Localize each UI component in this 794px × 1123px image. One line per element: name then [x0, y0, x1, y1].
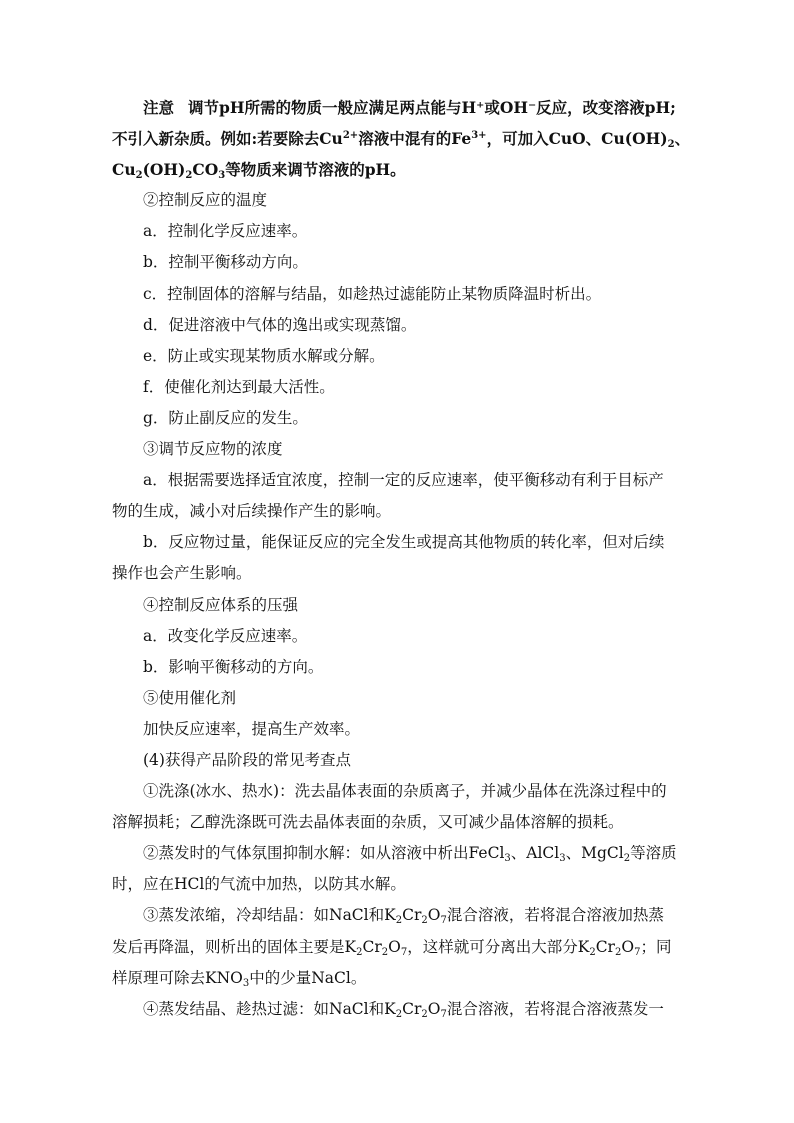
note-line-2 [112, 123, 691, 154]
subscript: 2 [589, 946, 596, 958]
temp-item-g: g．防止副反应的发生。 [143, 408, 308, 427]
temp-item-c: c．控制固体的溶解与结晶，如趁热过滤能防止某物质降温时析出。 [143, 284, 602, 303]
subscript: 2 [185, 170, 193, 182]
text-run: 混合溶液，若将混合溶液蒸发一 [446, 999, 664, 1018]
subscript: 2 [381, 946, 389, 958]
text-run: ③蒸发浓缩，冷却结晶：如NaCl和K [143, 906, 396, 925]
text-run: 、MgCl [565, 844, 624, 863]
text-run: O [388, 937, 401, 956]
press-item-b: b．影响平衡移动的方向。 [143, 657, 324, 676]
text-run: Cr [402, 999, 422, 1018]
text-run: O [621, 937, 635, 956]
press-item-a: a．改变化学反应速率。 [143, 626, 308, 645]
conc-item-b-line-1: b．反应物过量，能保证反应的完全发生或提高其他物质的转化率，但对后续 [143, 533, 665, 552]
superscript: 2+ [342, 130, 359, 142]
text-run: CO [192, 160, 219, 180]
text-run: 、 [674, 129, 691, 149]
note-text: 调节pH所需的物质一般应满足两点能与H⁺或OH⁻反应，改变溶液pH; [188, 98, 676, 117]
subscript: 2 [623, 853, 631, 865]
text-run: 样原理可除去KNO [112, 968, 243, 987]
text-run: 混合溶液，若将混合溶液加热蒸 [446, 906, 664, 925]
subscript: 7 [634, 946, 641, 958]
wash-line-1: ①洗涤(冰水、热水)：洗去晶体表面的杂质离子，并减少晶体在洗涤过程中的 [143, 782, 667, 801]
text-run: (OH) [142, 160, 186, 180]
subscript: 3 [559, 853, 566, 865]
temp-item-f: f．使催化剂达到最大活性。 [143, 377, 335, 396]
text-run: 中的少量NaCl。 [249, 968, 367, 987]
cool-cryst-line-2 [112, 932, 682, 963]
cool-cryst-line-1 [112, 900, 682, 931]
note-label: 注意 [143, 98, 175, 117]
conc-item-b-line-2: 操作也会产生影响。 [112, 564, 252, 583]
text-run: ④蒸发结晶、趁热过滤：如NaCl和K [143, 999, 396, 1018]
press-heading: ④控制反应体系的压强 [143, 595, 299, 614]
text-run: 不引入新杂质。例如:若要除去Cu [112, 129, 343, 149]
text-run: ，可加入CuO、Cu(OH) [486, 129, 668, 149]
text-run: ，这样就可分离出大部分K [407, 937, 590, 956]
subscript: 2 [135, 170, 143, 182]
evap-line-1 [112, 838, 682, 869]
cat-heading: ⑤使用催化剂 [143, 688, 237, 707]
subscript: 2 [395, 1008, 403, 1020]
text-run: 溶液中混有的Fe [358, 129, 472, 149]
text-run: ；同 [640, 937, 672, 956]
text-run: 等溶质 [630, 844, 677, 863]
text-run: Cr [595, 937, 615, 956]
temp-item-b: b．控制平衡移动方向。 [143, 253, 308, 272]
hot-filter-line-1 [112, 994, 682, 1025]
subscript: 7 [440, 915, 447, 927]
conc-item-a-line-2: 物的生成，减小对后续操作产生的影响。 [112, 502, 392, 521]
text-run: 、AlCl [510, 844, 560, 863]
text-run: 等物质来调节溶液的pH。 [225, 160, 406, 180]
subscript: 7 [440, 1008, 447, 1020]
superscript: 3+ [471, 130, 487, 142]
evap-line-2: 时，应在HCl的气流中加热，以防其水解。 [112, 875, 406, 894]
text-run: Cr [362, 937, 382, 956]
cool-cryst-line-3 [112, 963, 682, 994]
temp-item-e: e．防止或实现某物质水解或分解。 [143, 346, 385, 365]
text-run: 发后再降温，则析出的固体主要是K [112, 937, 357, 956]
subscript: 3 [504, 853, 511, 865]
wash-line-2: 溶解损耗；乙醇洗涤既可洗去晶体表面的杂质，又可减少晶体溶解的损耗。 [112, 813, 624, 832]
product-heading: (4)获得产品阶段的常见考查点 [143, 750, 351, 769]
subscript: 2 [614, 946, 622, 958]
conc-heading: ③调节反应物的浓度 [143, 440, 283, 459]
cat-text: 加快反应速率，提高生产效率。 [143, 719, 361, 738]
text-run: O [427, 906, 441, 925]
note-line-1 [112, 92, 682, 123]
text-run: ②蒸发时的气体氛围抑制水解：如从溶液中析出FeCl [143, 844, 505, 863]
subscript: 3 [218, 170, 226, 182]
subscript: 7 [400, 946, 408, 958]
temp-item-d: d．促进溶液中气体的逸出或实现蒸馏。 [143, 315, 417, 334]
subscript: 2 [667, 139, 675, 151]
document-body [112, 92, 691, 1025]
temp-heading: ②控制反应的温度 [143, 191, 268, 210]
text-run: Cu [112, 160, 136, 180]
subscript: 3 [242, 977, 250, 989]
text-run: O [427, 999, 441, 1018]
conc-item-a-line-1: a．根据需要选择适宜浓度，控制一定的反应速率，使平衡移动有利于目标产 [143, 471, 664, 490]
temp-item-a: a．控制化学反应速率。 [143, 222, 308, 241]
subscript: 2 [421, 915, 428, 927]
text-run: Cr [402, 906, 422, 925]
subscript: 2 [356, 946, 363, 958]
subscript: 2 [395, 915, 403, 927]
note-line-3 [112, 154, 682, 185]
subscript: 2 [421, 1008, 428, 1020]
